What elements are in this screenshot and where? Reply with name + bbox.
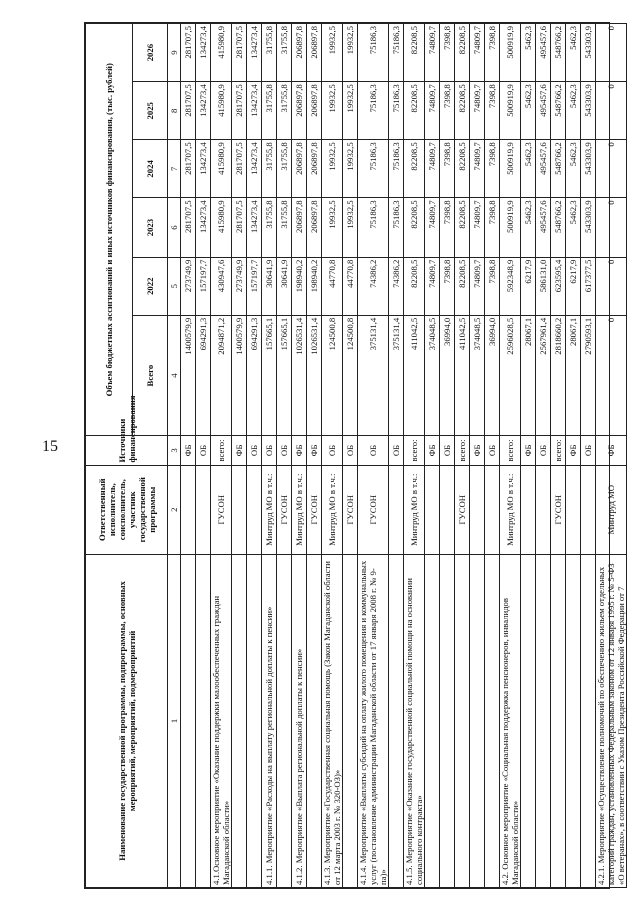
column-number: 7 — [168, 140, 181, 198]
cell-2023: 281707,5 — [232, 198, 247, 257]
cell-2026: 134273,4 — [247, 24, 262, 82]
cell-total: 411042,5 — [404, 315, 425, 436]
cell-executor: ГУСОН — [343, 465, 358, 554]
cell-total: 1026531,4 — [307, 315, 322, 436]
cell-name: 4.1.1. Мероприятие «Расходы на выплату региональной доплаты к пенсии» — [262, 554, 277, 887]
cell-executor: ГУСОН — [211, 465, 232, 554]
cell-2025: 82208,5 — [404, 82, 425, 140]
cell-source: ОБ — [389, 436, 404, 465]
cell-2025: 543303,9 — [581, 82, 596, 140]
cell-2026: 75186,3 — [389, 24, 404, 82]
cell-2022: 617377,5 — [581, 257, 596, 315]
cell-total: 374048,5 — [425, 315, 440, 436]
cell-2022: 157197,7 — [247, 257, 262, 315]
cell-2023: 543303,9 — [581, 198, 596, 257]
column-number: 1 — [168, 554, 181, 887]
cell-total: 2818660,2 — [551, 315, 566, 436]
cell-source: ОБ — [358, 436, 389, 465]
cell-name: 4.2. Основное мероприятие «Социальная поддержка пенсионеров, инвалидов Магаданской области» — [500, 554, 521, 887]
cell-2025: 281707,5 — [181, 82, 196, 140]
cell-2026: 134273,4 — [196, 24, 211, 82]
cell-2022: 74809,7 — [425, 257, 440, 315]
cell-total: 124500,8 — [322, 315, 343, 436]
header-year-2023: 2023 — [133, 198, 168, 257]
cell-name — [485, 554, 500, 887]
cell-source: ФБ — [596, 436, 627, 465]
cell-2022: 157197,7 — [196, 257, 211, 315]
cell-executor — [566, 465, 581, 554]
column-number: 4 — [168, 315, 181, 436]
cell-name — [425, 554, 440, 887]
cell-2025: 0 — [596, 82, 627, 140]
cell-source: ОБ — [485, 436, 500, 465]
column-number: 2 — [168, 465, 181, 554]
cell-2026: 82208,5 — [455, 24, 470, 82]
table-row — [485, 24, 500, 888]
cell-source: ОБ — [536, 436, 551, 465]
column-number: 8 — [168, 82, 181, 140]
cell-name — [440, 554, 455, 887]
cell-2023: 75186,3 — [358, 198, 389, 257]
cell-executor — [536, 465, 551, 554]
table-row — [307, 24, 322, 888]
header-volume: Объем бюджетных ассигнований и иных источников финансирования, (тыс. рублей) — [86, 24, 133, 436]
cell-executor: Минтруд МО — [596, 465, 627, 554]
cell-total: 694291,3 — [247, 315, 262, 436]
cell-executor: Минтруд МО в т.ч.: — [292, 465, 307, 554]
cell-2023: 7398,8 — [485, 198, 500, 257]
cell-2022: 198940,2 — [292, 257, 307, 315]
table-row — [247, 24, 262, 888]
cell-2023: 19932,5 — [343, 198, 358, 257]
cell-source: всего: — [551, 436, 566, 465]
cell-name: 4.1.2. Мероприятие «Выплата региональной доплаты к пенсии» — [292, 554, 307, 887]
cell-2022: 74386,2 — [358, 257, 389, 315]
cell-name — [551, 554, 566, 887]
cell-2025: 281707,5 — [232, 82, 247, 140]
page-number: 15 — [42, 438, 58, 455]
cell-executor: ГУСОН — [551, 465, 566, 554]
table-row — [581, 24, 596, 888]
cell-2024: 415980,9 — [211, 140, 232, 198]
cell-name — [581, 554, 596, 887]
cell-2022: 0 — [596, 257, 627, 315]
cell-2026: 19932,5 — [343, 24, 358, 82]
cell-2025: 74809,7 — [470, 82, 485, 140]
cell-name — [536, 554, 551, 887]
cell-2026: 500919,9 — [500, 24, 521, 82]
cell-executor — [470, 465, 485, 554]
cell-executor — [196, 465, 211, 554]
cell-2024: 134273,4 — [247, 140, 262, 198]
cell-2025: 7398,8 — [485, 82, 500, 140]
cell-2022: 592348,9 — [500, 257, 521, 315]
table-row — [596, 24, 627, 888]
cell-total: 2567961,4 — [536, 315, 551, 436]
cell-2025: 7398,8 — [440, 82, 455, 140]
table-body — [181, 24, 627, 888]
cell-2022: 273749,9 — [232, 257, 247, 315]
column-number: 9 — [168, 24, 181, 82]
table-row — [521, 24, 536, 888]
cell-2022: 74809,7 — [470, 257, 485, 315]
cell-2022: 30641,9 — [277, 257, 292, 315]
cell-2025: 19932,5 — [343, 82, 358, 140]
cell-name — [389, 554, 404, 887]
cell-2023: 82208,5 — [404, 198, 425, 257]
cell-total: 124500,8 — [343, 315, 358, 436]
cell-total: 1400579,9 — [181, 315, 196, 436]
cell-executor: ГУСОН — [277, 465, 292, 554]
cell-2023: 31755,8 — [262, 198, 277, 257]
cell-2024: 74809,7 — [470, 140, 485, 198]
cell-total: 375131,4 — [358, 315, 389, 436]
header-executor: Ответственный исполнитель, соисполнитель, участник государственной программы — [86, 465, 168, 554]
budget-table — [85, 23, 627, 888]
cell-2026: 281707,5 — [232, 24, 247, 82]
table-row — [322, 24, 343, 888]
cell-total: 1026531,4 — [292, 315, 307, 436]
cell-2026: 495457,6 — [536, 24, 551, 82]
cell-total: 694291,3 — [196, 315, 211, 436]
cell-total: 2596028,5 — [500, 315, 521, 436]
cell-2026: 75186,3 — [358, 24, 389, 82]
cell-2025: 74809,7 — [425, 82, 440, 140]
cell-executor — [485, 465, 500, 554]
cell-name — [470, 554, 485, 887]
cell-2022: 273749,9 — [181, 257, 196, 315]
table-row — [196, 24, 211, 888]
column-number: 5 — [168, 257, 181, 315]
cell-2022: 430947,6 — [211, 257, 232, 315]
budget-table-frame — [84, 22, 626, 889]
cell-name: 4.2.1. Мероприятие «Осуществление полномочий по обеспечению жильем отдельных категорий граждан, установленных Федеральным законом от 12 января 1995 г. № 5-ФЗ «О ветеранах», в соответствии с Указом Президента Российской Федерации от 7 — [596, 554, 627, 887]
table-row — [566, 24, 581, 888]
cell-2025: 548766,2 — [551, 82, 566, 140]
cell-2024: 75186,3 — [358, 140, 389, 198]
table-row — [181, 24, 196, 888]
cell-2022: 586131,0 — [536, 257, 551, 315]
cell-2022: 44770,8 — [343, 257, 358, 315]
cell-2024: 543303,9 — [581, 140, 596, 198]
cell-2025: 5462,3 — [521, 82, 536, 140]
column-number: 6 — [168, 198, 181, 257]
cell-2023: 5462,3 — [566, 198, 581, 257]
header-year-2025: 2025 — [133, 82, 168, 140]
table-row — [425, 24, 440, 888]
cell-executor — [581, 465, 596, 554]
cell-name — [343, 554, 358, 887]
cell-2024: 82208,5 — [404, 140, 425, 198]
table-row — [455, 24, 470, 888]
table-row — [389, 24, 404, 888]
cell-total: 411042,5 — [455, 315, 470, 436]
cell-executor — [389, 465, 404, 554]
cell-2024: 31755,8 — [262, 140, 277, 198]
cell-2024: 5462,3 — [566, 140, 581, 198]
cell-2024: 134273,4 — [196, 140, 211, 198]
cell-2024: 7398,8 — [440, 140, 455, 198]
cell-name — [521, 554, 536, 887]
cell-2024: 206897,8 — [292, 140, 307, 198]
table-row — [262, 24, 277, 888]
cell-2026: 5462,3 — [566, 24, 581, 82]
cell-2024: 82208,5 — [455, 140, 470, 198]
cell-name — [307, 554, 322, 887]
cell-2023: 281707,5 — [181, 198, 196, 257]
cell-source: ОБ — [277, 436, 292, 465]
table-row — [404, 24, 425, 888]
cell-2026: 31755,8 — [277, 24, 292, 82]
cell-2023: 495457,6 — [536, 198, 551, 257]
cell-name — [181, 554, 196, 887]
cell-2026: 206897,8 — [307, 24, 322, 82]
table-row — [440, 24, 455, 888]
column-number: 3 — [168, 436, 181, 465]
cell-2025: 31755,8 — [277, 82, 292, 140]
cell-name: 4.1.Основное мероприятие «Оказание поддержки малообеспеченных граждан Магаданской области» — [211, 554, 232, 887]
table-row — [277, 24, 292, 888]
cell-executor — [425, 465, 440, 554]
cell-2025: 75186,3 — [389, 82, 404, 140]
cell-2026: 548766,2 — [551, 24, 566, 82]
cell-2022: 7398,8 — [485, 257, 500, 315]
cell-name: 4.1.3. Мероприятие «Государственная социальная помощь (Закон Магаданской области от 12 марта 2003 г. № 320-ОЗ)» — [322, 554, 343, 887]
cell-2025: 31755,8 — [262, 82, 277, 140]
cell-total: 157665,1 — [277, 315, 292, 436]
header-year-2026: 2026 — [133, 24, 168, 82]
cell-2026: 74809,7 — [425, 24, 440, 82]
cell-executor: ГУСОН — [307, 465, 322, 554]
cell-2023: 19932,5 — [322, 198, 343, 257]
cell-2026: 7398,8 — [440, 24, 455, 82]
table-row — [232, 24, 247, 888]
cell-total: 157665,1 — [262, 315, 277, 436]
cell-executor — [440, 465, 455, 554]
cell-2026: 206897,8 — [292, 24, 307, 82]
cell-2024: 0 — [596, 140, 627, 198]
cell-2026: 281707,5 — [181, 24, 196, 82]
cell-executor: ГУСОН — [455, 465, 470, 554]
cell-2022: 6217,9 — [521, 257, 536, 315]
cell-2022: 82208,5 — [404, 257, 425, 315]
cell-total: 374048,5 — [470, 315, 485, 436]
cell-source: ФБ — [307, 436, 322, 465]
table-row — [470, 24, 485, 888]
cell-source: ОБ — [581, 436, 596, 465]
cell-2026: 19932,5 — [322, 24, 343, 82]
cell-2022: 7398,8 — [440, 257, 455, 315]
header-year-2024: 2024 — [133, 140, 168, 198]
cell-source: всего: — [211, 436, 232, 465]
cell-2024: 281707,5 — [232, 140, 247, 198]
cell-2025: 134273,4 — [196, 82, 211, 140]
cell-2024: 5462,3 — [521, 140, 536, 198]
cell-2026: 7398,8 — [485, 24, 500, 82]
cell-name — [232, 554, 247, 887]
cell-2024: 74809,7 — [425, 140, 440, 198]
cell-source: всего: — [455, 436, 470, 465]
cell-total: 0 — [596, 315, 627, 436]
cell-2023: 134273,4 — [247, 198, 262, 257]
header-source: Источники финансирования — [86, 436, 168, 465]
cell-2026: 74809,7 — [470, 24, 485, 82]
cell-2025: 75186,3 — [358, 82, 389, 140]
cell-executor: Минтруд МО в т.ч.: — [500, 465, 521, 554]
cell-source: ОБ — [343, 436, 358, 465]
cell-total: 28067,1 — [566, 315, 581, 436]
cell-2023: 74809,7 — [425, 198, 440, 257]
cell-name: 4.1.5. Мероприятие «Оказание государственной социальной помощи на основании социального контракта» — [404, 554, 425, 887]
table-row — [292, 24, 307, 888]
cell-2022: 623595,4 — [551, 257, 566, 315]
cell-source: ОБ — [262, 436, 277, 465]
cell-source: ФБ — [521, 436, 536, 465]
cell-2024: 31755,8 — [277, 140, 292, 198]
cell-2023: 415980,9 — [211, 198, 232, 257]
header-name: Наименование государственной программы, подпрограммы, основных мероприятий, мероприятий, подмероприятий — [86, 554, 168, 887]
cell-2023: 74809,7 — [470, 198, 485, 257]
cell-total: 2790593,1 — [581, 315, 596, 436]
cell-2024: 19932,5 — [343, 140, 358, 198]
cell-2022: 30641,9 — [262, 257, 277, 315]
cell-name — [566, 554, 581, 887]
cell-name — [196, 554, 211, 887]
cell-2026: 0 — [596, 24, 627, 82]
cell-2023: 206897,8 — [307, 198, 322, 257]
cell-2024: 281707,5 — [181, 140, 196, 198]
cell-2023: 500919,9 — [500, 198, 521, 257]
cell-name: 4.1.4. Мероприятие «Выплаты субсидий на оплату жилого помещения и коммунальных услуг (постановление администрации Магаданской области от 17 января 2008 г. № 9-па)» — [358, 554, 389, 887]
table-row — [500, 24, 521, 888]
cell-total: 36994,0 — [440, 315, 455, 436]
header-year-2022: 2022 — [133, 257, 168, 315]
cell-total: 2094871,2 — [211, 315, 232, 436]
cell-source: ОБ — [322, 436, 343, 465]
cell-2024: 75186,3 — [389, 140, 404, 198]
cell-total: 28067,1 — [521, 315, 536, 436]
cell-2024: 548766,2 — [551, 140, 566, 198]
cell-total: 36994,0 — [485, 315, 500, 436]
cell-source: ФБ — [292, 436, 307, 465]
cell-2024: 7398,8 — [485, 140, 500, 198]
cell-2023: 82208,5 — [455, 198, 470, 257]
cell-source: ФБ — [566, 436, 581, 465]
cell-2023: 5462,3 — [521, 198, 536, 257]
cell-2025: 495457,6 — [536, 82, 551, 140]
cell-source: всего: — [404, 436, 425, 465]
cell-2022: 74386,2 — [389, 257, 404, 315]
cell-2025: 206897,8 — [292, 82, 307, 140]
cell-2026: 31755,8 — [262, 24, 277, 82]
cell-2022: 6217,9 — [566, 257, 581, 315]
cell-2023: 206897,8 — [292, 198, 307, 257]
cell-2023: 31755,8 — [277, 198, 292, 257]
cell-source: ОБ — [440, 436, 455, 465]
table-row — [211, 24, 232, 888]
cell-2023: 548766,2 — [551, 198, 566, 257]
cell-source: ОБ — [196, 436, 211, 465]
cell-2026: 5462,3 — [521, 24, 536, 82]
cell-2025: 415980,9 — [211, 82, 232, 140]
cell-source: ФБ — [425, 436, 440, 465]
cell-executor — [232, 465, 247, 554]
table-row — [358, 24, 389, 888]
cell-executor — [181, 465, 196, 554]
cell-source: ФБ — [181, 436, 196, 465]
cell-2023: 75186,3 — [389, 198, 404, 257]
cell-executor: Минтруд МО в т.ч.: — [404, 465, 425, 554]
cell-executor — [247, 465, 262, 554]
cell-name — [277, 554, 292, 887]
cell-2024: 19932,5 — [322, 140, 343, 198]
cell-2023: 0 — [596, 198, 627, 257]
table-row — [551, 24, 566, 888]
cell-executor: ГУСОН — [358, 465, 389, 554]
table-row — [536, 24, 551, 888]
cell-total: 375131,4 — [389, 315, 404, 436]
cell-2022: 44770,8 — [322, 257, 343, 315]
cell-source: всего: — [500, 436, 521, 465]
cell-2026: 415980,9 — [211, 24, 232, 82]
cell-executor: Минтруд МО в т.ч.: — [262, 465, 277, 554]
cell-2022: 198940,2 — [307, 257, 322, 315]
cell-2024: 495457,6 — [536, 140, 551, 198]
cell-source: ФБ — [232, 436, 247, 465]
cell-2023: 7398,8 — [440, 198, 455, 257]
cell-total: 1400579,9 — [232, 315, 247, 436]
cell-2026: 82208,5 — [404, 24, 425, 82]
cell-source: ФБ — [470, 436, 485, 465]
cell-source: ОБ — [247, 436, 262, 465]
cell-2025: 206897,8 — [307, 82, 322, 140]
cell-2025: 500919,9 — [500, 82, 521, 140]
cell-executor: Минтруд МО в т.ч.: — [322, 465, 343, 554]
cell-2025: 82208,5 — [455, 82, 470, 140]
table-row — [343, 24, 358, 888]
rotated-table-container — [85, 23, 626, 888]
cell-2025: 19932,5 — [322, 82, 343, 140]
header-total: Всего — [133, 315, 168, 436]
cell-2025: 134273,4 — [247, 82, 262, 140]
cell-name — [247, 554, 262, 887]
cell-2026: 543303,9 — [581, 24, 596, 82]
cell-2024: 500919,9 — [500, 140, 521, 198]
cell-2024: 206897,8 — [307, 140, 322, 198]
cell-2023: 134273,4 — [196, 198, 211, 257]
cell-2025: 5462,3 — [566, 82, 581, 140]
cell-executor — [521, 465, 536, 554]
cell-2022: 82208,5 — [455, 257, 470, 315]
cell-name — [455, 554, 470, 887]
